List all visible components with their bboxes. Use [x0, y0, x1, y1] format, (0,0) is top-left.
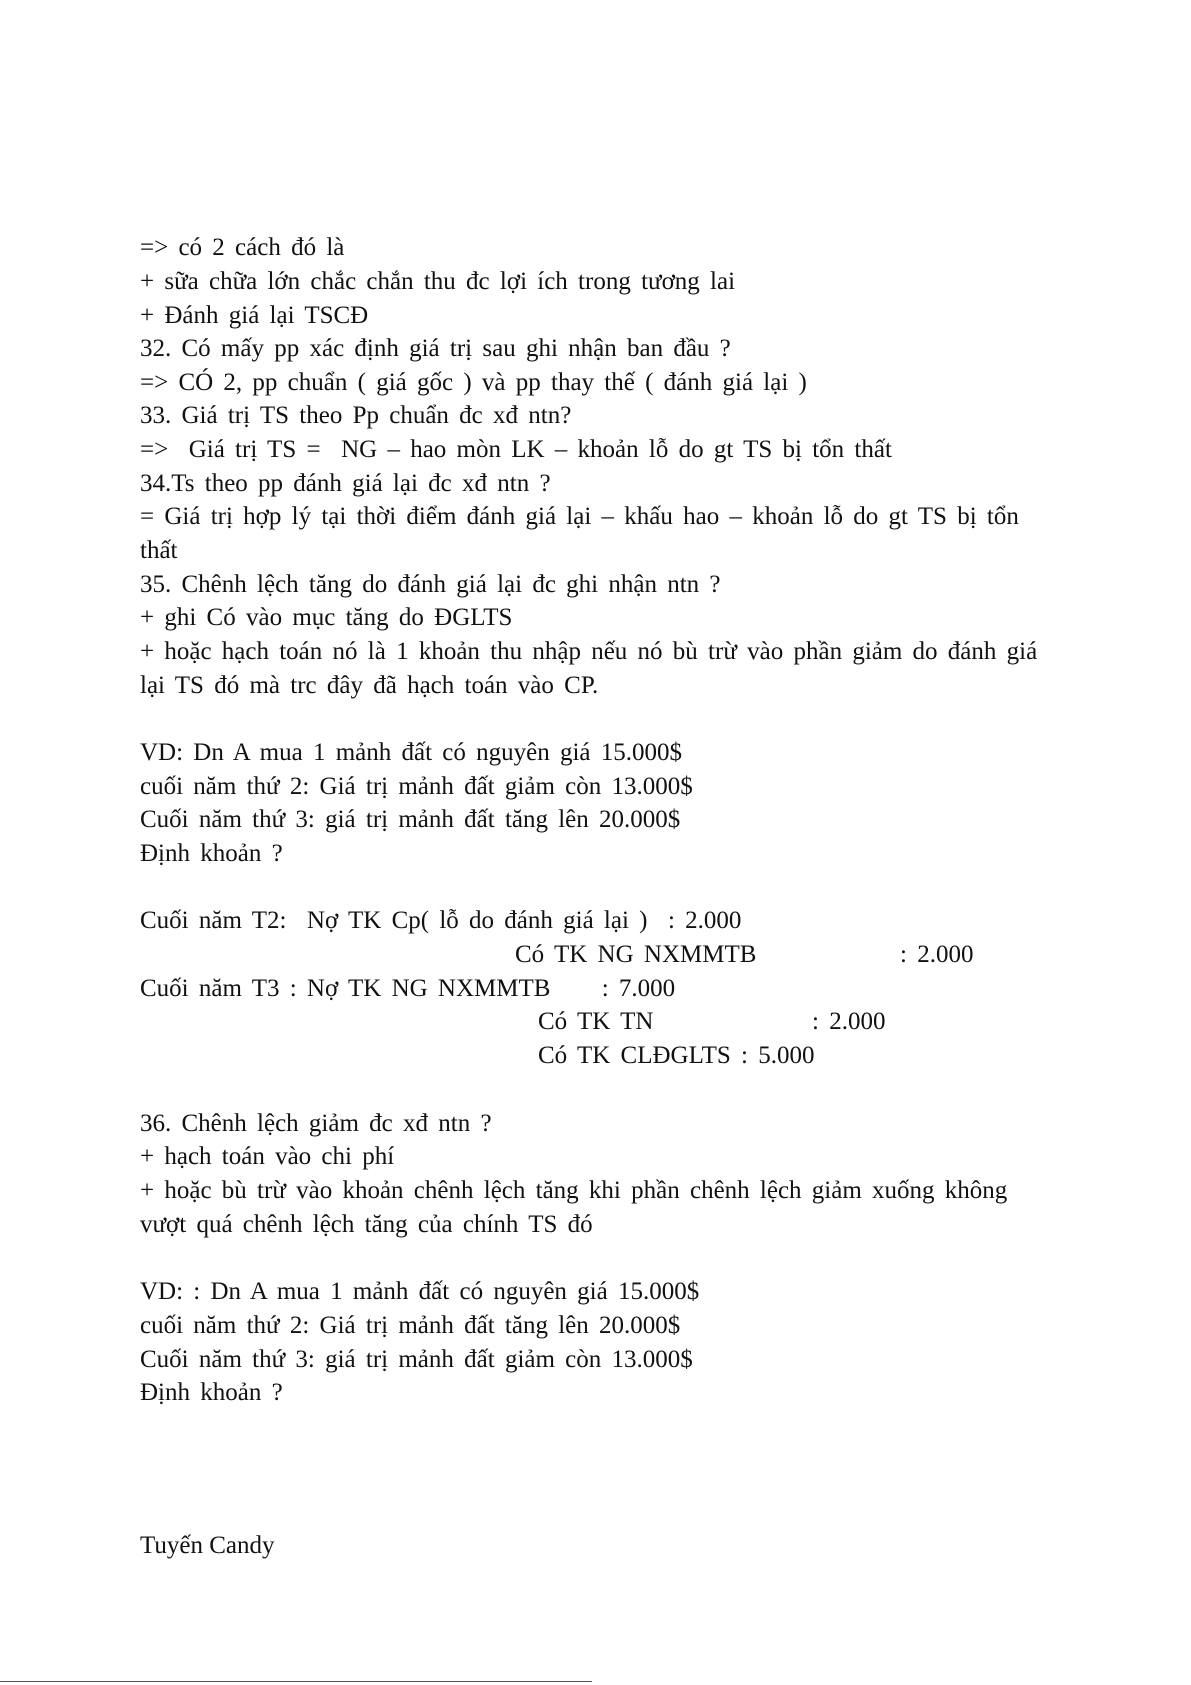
example-line: Định khoản ?	[140, 1379, 283, 1406]
example-line: Định khoản ?	[140, 840, 283, 867]
text-line: => Giá trị TS = NG – hao mòn LK – khoản lỗ do gt TS bị tổn thất	[140, 436, 892, 463]
text-line: + sữa chữa lớn chắc chắn thu đc lợi ích trong tương lai	[140, 268, 736, 295]
text-line: lại TS đó mà trc đây đã hạch toán vào CP.	[140, 672, 599, 699]
journal-amount: : 2.000	[812, 1008, 886, 1035]
journal-entry: Có TK TN	[538, 1008, 654, 1035]
question-33: 33. Giá trị TS theo Pp chuẩn đc xđ ntn?	[140, 402, 572, 429]
question-36: 36. Chênh lệch giảm đc xđ ntn ?	[140, 1110, 492, 1137]
journal-amount: : 2.000	[900, 941, 974, 968]
journal-entry: Cuối năm T3 : Nợ TK NG NXMMTB : 7.000	[140, 975, 676, 1002]
text-line: thất	[140, 537, 178, 564]
text-line: + ghi Có vào mục tăng do ĐGLTS	[140, 604, 513, 631]
author-signature: Tuyến Candy	[140, 1532, 275, 1559]
example-line: cuối năm thứ 2: Giá trị mảnh đất giảm còn 13.000$	[140, 773, 693, 800]
question-35: 35. Chênh lệch tăng do đánh giá lại đc ghi nhận ntn ?	[140, 571, 721, 598]
text-line: + hoặc bù trừ vào khoản chênh lệch tăng khi phần chênh lệch giảm xuống không	[140, 1177, 1008, 1204]
example-line: cuối năm thứ 2: Giá trị mảnh đất tăng lên 20.000$	[140, 1312, 681, 1339]
question-32: 32. Có mấy pp xác định giá trị sau ghi nhận ban đầu ?	[140, 335, 731, 362]
text-line: => có 2 cách đó là	[140, 234, 345, 261]
text-line: = Giá trị hợp lý tại thời điểm đánh giá lại – khấu hao – khoản lỗ do gt TS bị tổn	[140, 503, 1019, 530]
example-line: VD: Dn A mua 1 mảnh đất có nguyên giá 15.000$	[140, 739, 683, 766]
text-line: => CÓ 2, pp chuẩn ( giá gốc ) và pp thay thế ( đánh giá lại )	[140, 369, 807, 396]
question-34: 34.Ts theo pp đánh giá lại đc xđ ntn ?	[140, 470, 551, 497]
text-line: + hạch toán vào chi phí	[140, 1143, 395, 1170]
example-line: Cuối năm thứ 3: giá trị mảnh đất tăng lên 20.000$	[140, 806, 681, 833]
text-line: vượt quá chênh lệch tăng của chính TS đó	[140, 1211, 593, 1238]
journal-entry: Có TK CLĐGLTS : 5.000	[538, 1042, 815, 1069]
text-line: + Đánh giá lại TSCĐ	[140, 302, 369, 329]
example-line: Cuối năm thứ 3: giá trị mảnh đất giảm còn 13.000$	[140, 1346, 693, 1373]
journal-entry: Cuối năm T2: Nợ TK Cp( lỗ do đánh giá lại ) : 2.000	[140, 907, 742, 934]
footer-divider	[0, 1681, 592, 1682]
journal-entry: Có TK NG NXMMTB	[515, 941, 757, 968]
text-line: + hoặc hạch toán nó là 1 khoản thu nhập nếu nó bù trừ vào phần giảm do đánh giá	[140, 638, 1038, 665]
example-line: VD: : Dn A mua 1 mảnh đất có nguyên giá 15.000$	[140, 1278, 700, 1305]
